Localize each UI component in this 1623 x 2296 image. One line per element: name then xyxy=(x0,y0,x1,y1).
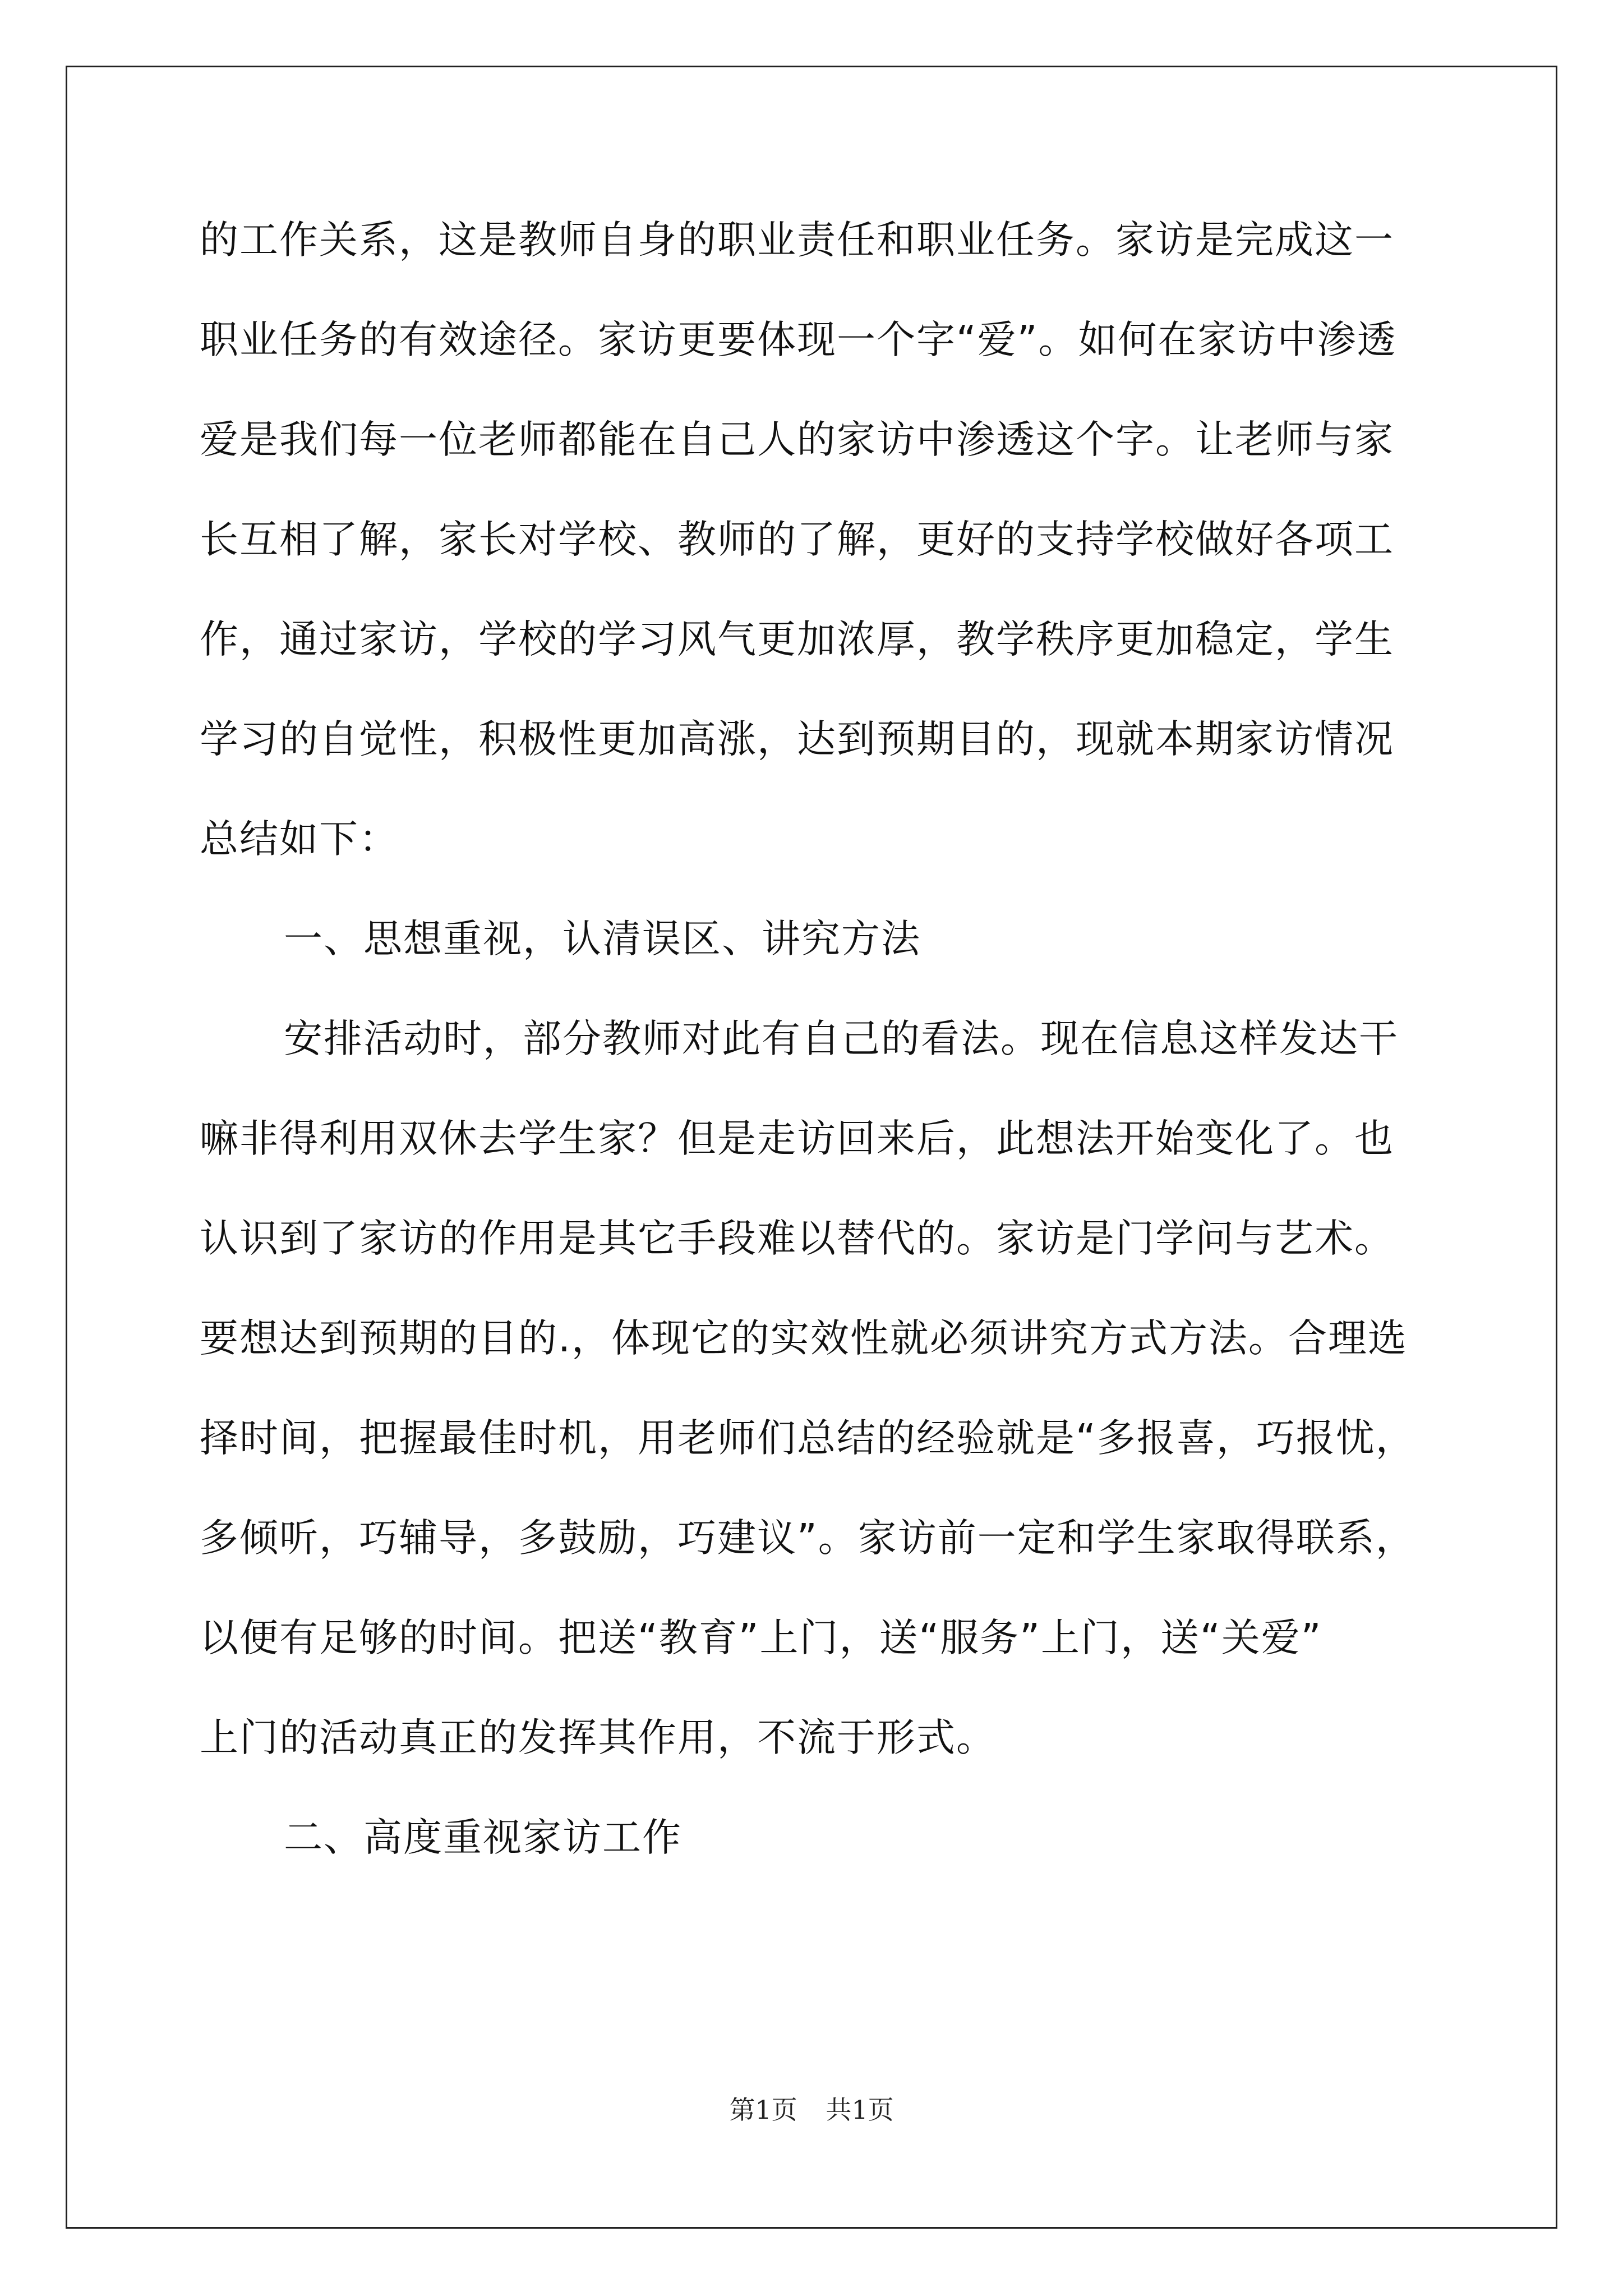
page-footer xyxy=(0,2090,1623,2127)
text-line: 的工作关系，这是教师自身的职业责任和职业任务。家访是完成这一 xyxy=(200,218,1394,263)
text-line: 多倾听，巧辅导，多鼓励，巧建议”。家访前一定和学生家取得联系， xyxy=(200,1516,1415,1561)
text-line: 总结如下： xyxy=(200,817,399,862)
text-line: 职业任务的有效途径。家访更要体现一个字“爱”。如何在家访中渗透 xyxy=(200,318,1397,362)
text-line: 上门的活动真正的发挥其作用，不流于形式。 xyxy=(200,1715,996,1760)
text-line: 作，通过家访，学校的学习风气更加浓厚，教学秩序更加稳定，学生 xyxy=(200,617,1394,662)
section-heading: 二、高度重视家访工作 xyxy=(284,1815,682,1860)
text-line: 要想达到预期的目的.，体现它的实效性就必须讲究方式方法。合理选 xyxy=(200,1316,1408,1361)
text-line: 嘛非得利用双休去学生家？但是走访回来后，此想法开始变化了。也 xyxy=(200,1116,1394,1161)
document-body xyxy=(200,212,1433,1910)
text-line: 认识到了家访的作用是其它手段难以替代的。家访是门学问与艺术。 xyxy=(200,1216,1394,1261)
text-line: 择时间，把握最佳时机，用老师们总结的经验就是“多报喜，巧报忧， xyxy=(200,1416,1415,1461)
text-line: 爱是我们每一位老师都能在自己人的家访中渗透这个字。让老师与家 xyxy=(200,417,1394,462)
section-heading: 一、思想重视，认清误区、讲究方法 xyxy=(284,917,921,961)
paragraph-start: 安排活动时，部分教师对此有自己的看法。现在信息这样发达干 xyxy=(284,1016,1399,1061)
page-total: 共1页 xyxy=(826,2095,894,2125)
page-number: 第1页 xyxy=(729,2095,797,2125)
text-line: 学习的自觉性，积极性更加高涨，达到预期目的，现就本期家访情况 xyxy=(200,717,1394,762)
text-line: 以便有足够的时间。把送“教育”上门，送“服务”上门，送“关爱” xyxy=(200,1616,1322,1660)
text-line: 长互相了解，家长对学校、教师的了解，更好的支持学校做好各项工 xyxy=(200,517,1394,562)
